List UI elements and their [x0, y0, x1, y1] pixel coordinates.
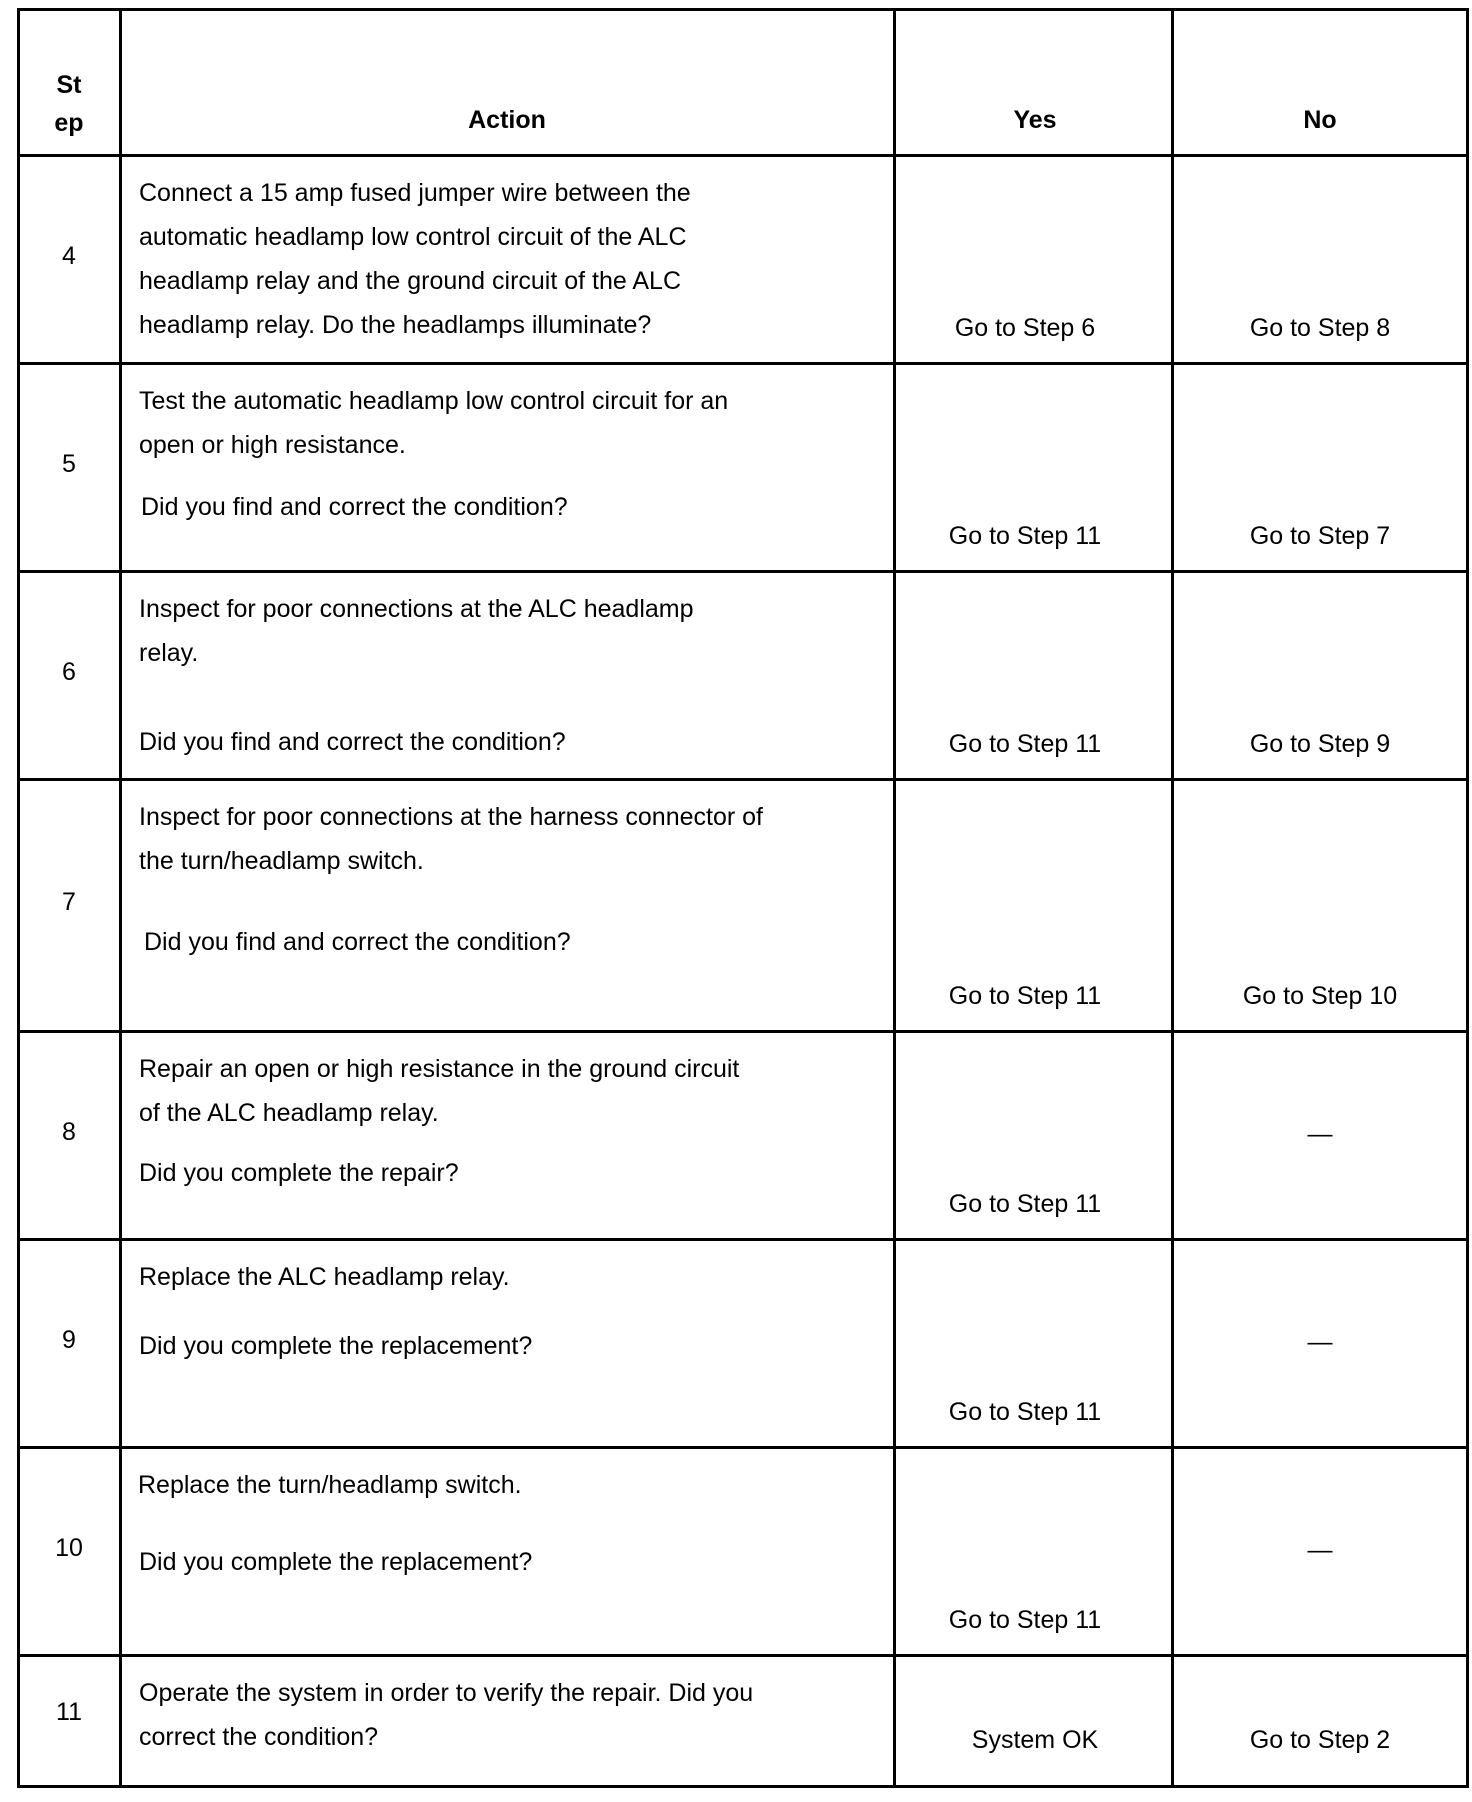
step-number: 6 [62, 658, 76, 686]
table-border-top [17, 8, 1469, 11]
action-line: Connect a 15 amp fused jumper wire between the [139, 179, 691, 207]
action-line: of the ALC headlamp relay. [139, 1099, 439, 1127]
row-divider [17, 362, 1469, 365]
step-number: 10 [55, 1534, 83, 1562]
yes-result: Go to Step 6 [954, 314, 1096, 342]
row-divider [17, 154, 1469, 157]
yes-result: Go to Step 11 [948, 982, 1102, 1010]
action-line: the turn/headlamp switch. [139, 847, 424, 875]
action-line: Replace the ALC headlamp relay. [139, 1263, 510, 1291]
yes-result: System OK [971, 1726, 1099, 1754]
no-result: — [1307, 1536, 1333, 1564]
table-border-bottom [17, 1785, 1469, 1788]
step-number: 5 [62, 450, 76, 478]
action-line: open or high resistance. [139, 431, 406, 459]
step-number: 4 [62, 242, 76, 270]
no-result: Go to Step 8 [1249, 314, 1391, 342]
header-no: No [1303, 106, 1337, 134]
header-step [17, 66, 121, 142]
action-line: Inspect for poor connections at the harness connector of [139, 803, 763, 831]
row-divider [17, 1030, 1469, 1033]
action-line: headlamp relay. Do the headlamps illuminate? [139, 311, 652, 339]
header-step-line2: ep [54, 109, 84, 137]
action-line: correct the condition? [139, 1723, 379, 1751]
action-line: Repair an open or high resistance in the ground circuit [139, 1055, 740, 1083]
yes-result: Go to Step 11 [948, 522, 1102, 550]
yes-result: Go to Step 11 [948, 730, 1102, 758]
step-number: 9 [62, 1326, 76, 1354]
no-result: Go to Step 10 [1242, 982, 1398, 1010]
column-divider [893, 8, 896, 1788]
action-line: relay. [139, 639, 199, 667]
action-line: Did you complete the replacement? [139, 1332, 533, 1360]
action-line: Inspect for poor connections at the ALC headlamp [139, 595, 694, 623]
column-divider [1171, 8, 1174, 1788]
no-result: Go to Step 9 [1249, 730, 1391, 758]
action-line: Did you complete the repair? [139, 1159, 459, 1187]
action-line: Did you find and correct the condition? [141, 493, 568, 521]
action-line: Operate the system in order to verify the repair. Did you [139, 1679, 754, 1707]
diagnostic-table [17, 8, 1469, 1788]
step-number: 7 [62, 888, 76, 916]
action-line: Did you find and correct the condition? [139, 728, 566, 756]
action-line: Did you complete the replacement? [139, 1548, 533, 1576]
row-divider [17, 1238, 1469, 1241]
action-line: Test the automatic headlamp low control circuit for an [139, 387, 729, 415]
header-step-line1: St [56, 71, 82, 99]
step-number: 11 [56, 1698, 82, 1726]
no-result: Go to Step 2 [1249, 1726, 1391, 1754]
header-action: Action [468, 106, 546, 134]
yes-result: Go to Step 11 [948, 1606, 1102, 1634]
action-line: Did you find and correct the condition? [144, 928, 571, 956]
row-divider [17, 1446, 1469, 1449]
row-divider [17, 1654, 1469, 1657]
yes-result: Go to Step 11 [948, 1190, 1102, 1218]
step-number: 8 [62, 1118, 76, 1146]
action-line: Replace the turn/headlamp switch. [138, 1471, 522, 1499]
no-result: — [1307, 1120, 1333, 1148]
row-divider [17, 570, 1469, 573]
action-line: automatic headlamp low control circuit of the ALC [139, 223, 687, 251]
no-result: — [1307, 1328, 1333, 1356]
header-yes: Yes [1013, 106, 1057, 134]
row-divider [17, 778, 1469, 781]
yes-result: Go to Step 11 [948, 1398, 1102, 1426]
table-border-right [1466, 8, 1469, 1788]
action-line: headlamp relay and the ground circuit of the ALC [139, 267, 682, 295]
no-result: Go to Step 7 [1249, 522, 1391, 550]
